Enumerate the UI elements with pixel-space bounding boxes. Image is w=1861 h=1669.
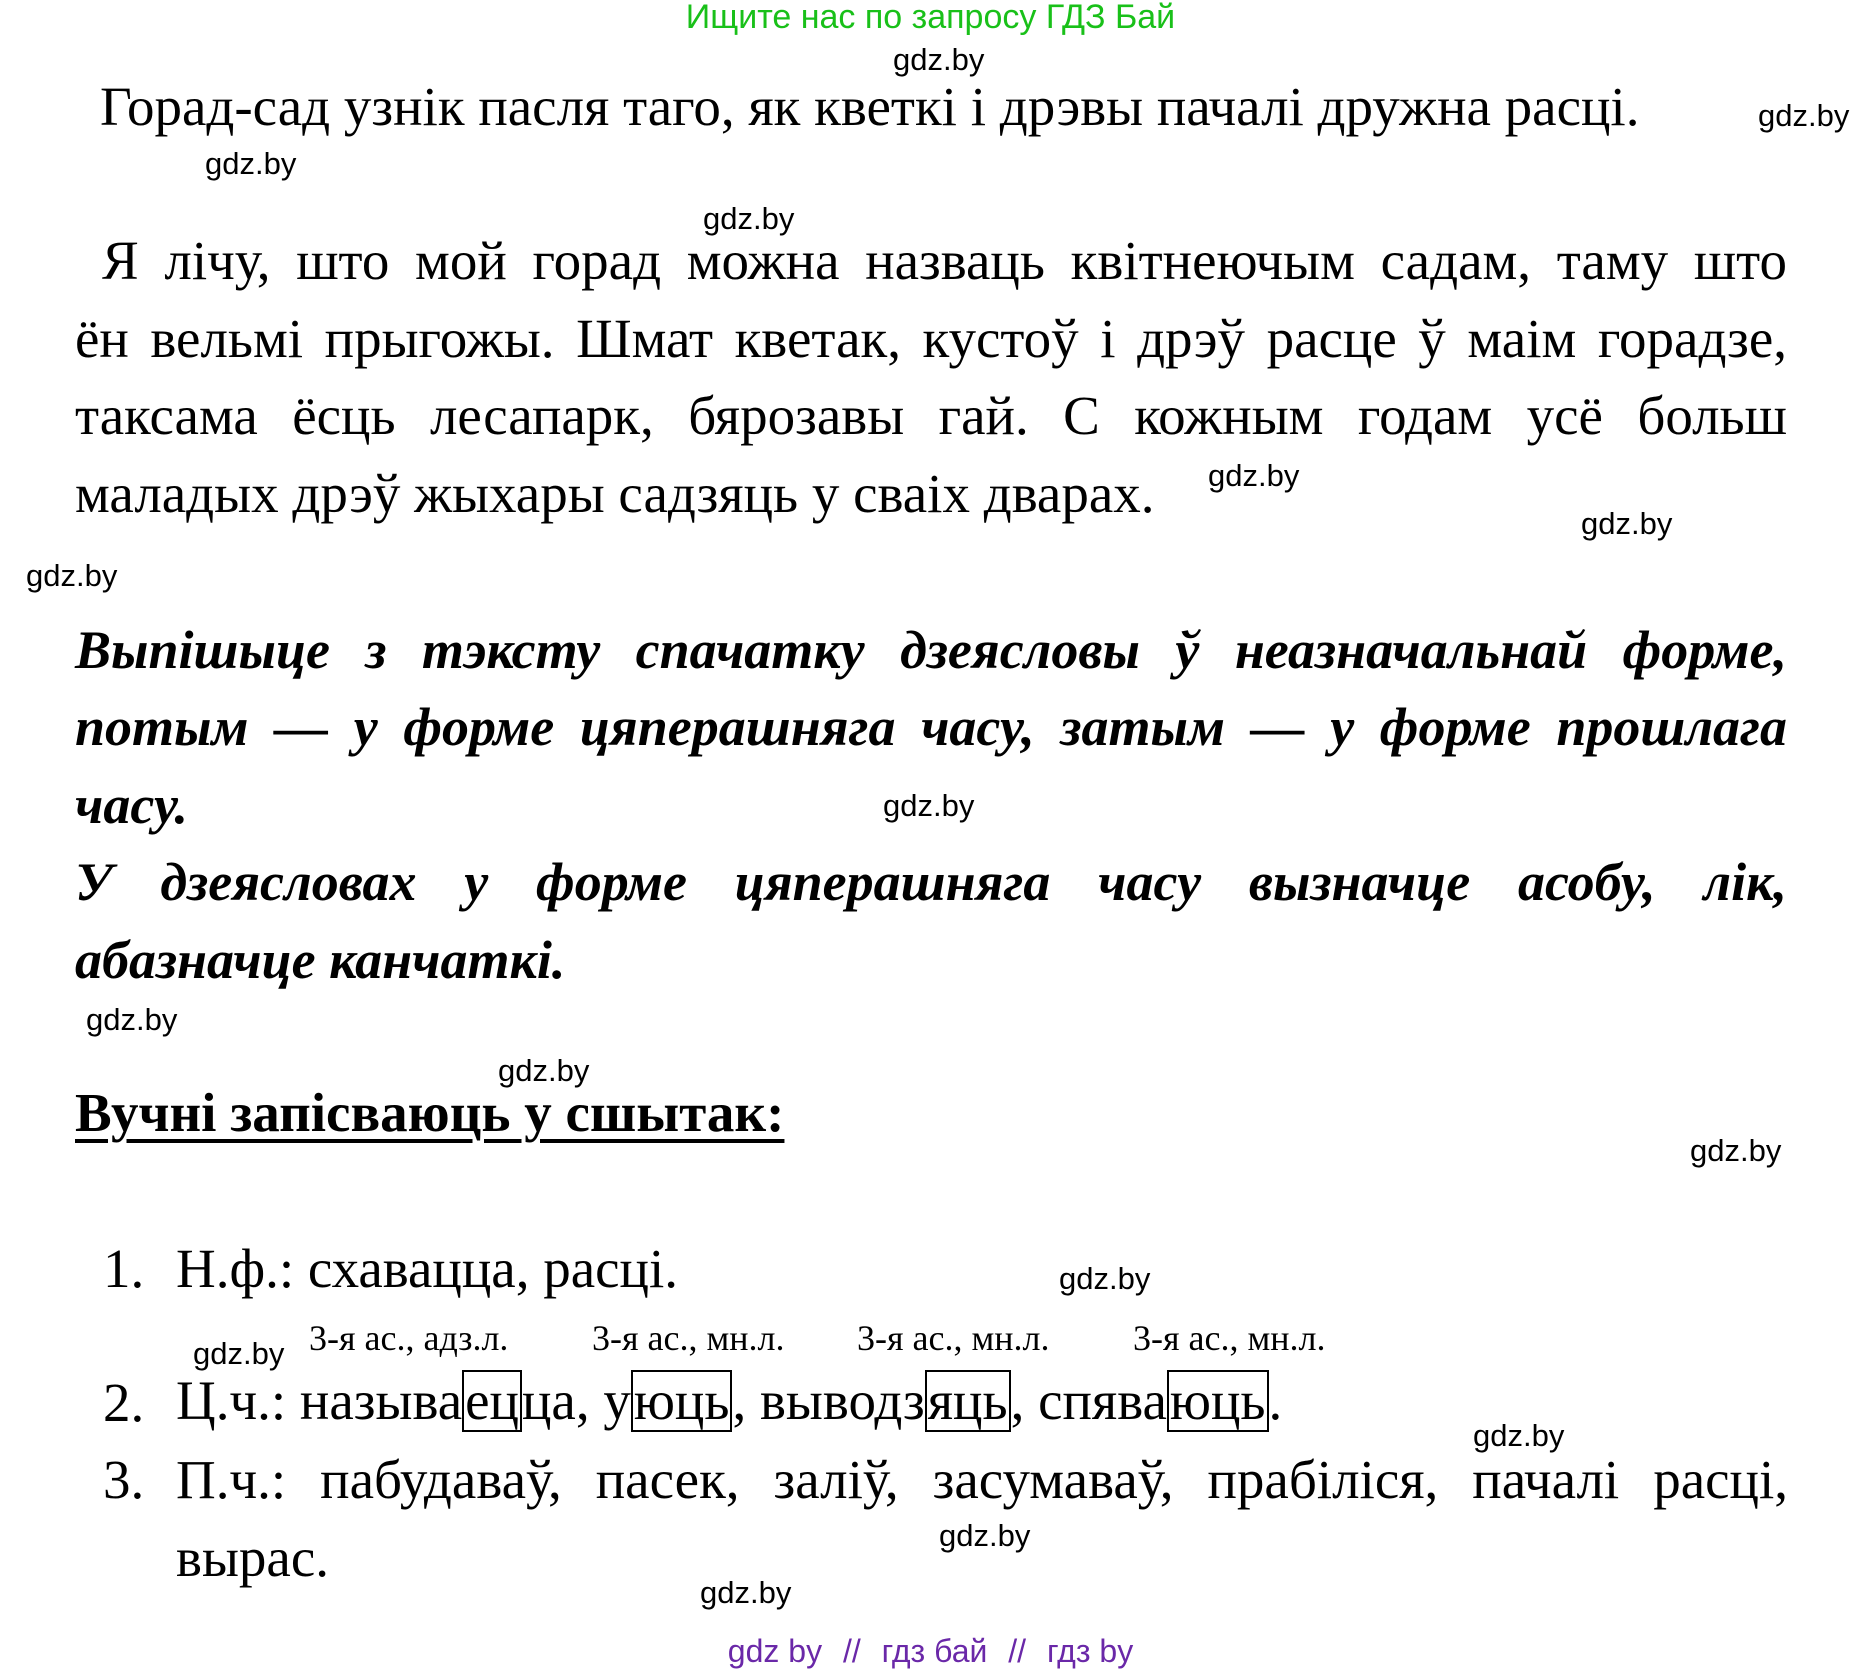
watermark: gdz.by <box>1758 98 1850 133</box>
footer-separator: // <box>1008 1633 1027 1669</box>
list-item-infinitive: Н.ф.: схавацца, расці. <box>176 1238 678 1299</box>
grammar-annotation: 3-я ас., адз.л. <box>309 1318 509 1358</box>
verb-stem: ца, <box>521 1370 590 1431</box>
task-line: Выпішыце з тэксту спачатку дзеясловы ў неазначальнай форме, <box>75 620 1787 680</box>
verb-ending: юць <box>631 1370 733 1432</box>
watermark: gdz.by <box>883 788 975 823</box>
watermark: gdz.by <box>1690 1133 1782 1168</box>
paragraph-2-line: таксама ёсць лесапарк, бярозавы гай. С кожным годам усё больш <box>75 385 1787 446</box>
watermark: gdz.by <box>1473 1418 1565 1453</box>
footer-separator: // <box>842 1633 861 1669</box>
task-line: абазначце канчаткі. <box>75 930 566 990</box>
footer-link[interactable]: gdz by <box>727 1633 823 1669</box>
verb <box>603 1370 746 1431</box>
watermark: gdz.by <box>205 146 297 181</box>
verb-ending: ец <box>462 1370 522 1432</box>
watermark: gdz.by <box>703 201 795 236</box>
watermark: gdz.by <box>1581 506 1673 541</box>
grammar-annotation: 3-я ас., мн.л. <box>592 1318 785 1358</box>
list-number: 3. <box>103 1449 145 1510</box>
task-line: часу. <box>75 775 189 835</box>
watermark: gdz.by <box>1059 1261 1151 1296</box>
list-item-past-tense: П.ч.: пабудаваў, пасек, заліў, засумаваў, прабіліся, пачалі расці, <box>176 1449 1788 1510</box>
task-line: У дзеясловах у форме цяперашняга часу вызначце асобу, лік, <box>75 852 1787 912</box>
watermark: gdz.by <box>893 42 985 77</box>
list-number: 1. <box>103 1238 145 1299</box>
watermark: gdz.by <box>86 1002 178 1037</box>
verb-ending: юць <box>1167 1370 1269 1432</box>
verb-stem: у <box>603 1370 631 1431</box>
verb-stem: , <box>1010 1370 1025 1431</box>
paragraph-2-line: ён вельмі прыгожы. Шмат кветак, кустоў і дрэў расце ў маім горадзе, <box>75 308 1787 369</box>
verb-stem: . <box>1268 1370 1283 1431</box>
watermark: gdz.by <box>26 558 118 593</box>
watermark: gdz.by <box>193 1336 285 1371</box>
grammar-annotation: 3-я ас., мн.л. <box>1133 1318 1326 1358</box>
footer-link[interactable]: гдз бай <box>881 1633 988 1669</box>
verb <box>760 1370 1024 1431</box>
verb <box>1038 1370 1282 1431</box>
paragraph-2-line: маладых дрэў жыхары садзяць у сваіх дварах. <box>75 463 1155 524</box>
paragraph-1: Горад-сад узнік пасля таго, як кветкі і дрэвы пачалі дружна расці. <box>100 76 1640 137</box>
footer-link[interactable]: гдз by <box>1046 1633 1134 1669</box>
watermark: gdz.by <box>1208 458 1300 493</box>
verb-stem: , <box>732 1370 747 1431</box>
answer-heading: Вучні запісваюць у сшытак: <box>75 1082 785 1143</box>
task-line: потым — у форме цяперашняга часу, затым — у форме прошлага <box>75 697 1787 757</box>
list-number: 2. <box>103 1372 145 1433</box>
list-item-present-tense <box>176 1370 1282 1432</box>
watermark: gdz.by <box>700 1575 792 1610</box>
footer-links <box>0 1635 1861 1667</box>
watermark: gdz.by <box>498 1053 590 1088</box>
list-item-past-tense-cont: вырас. <box>176 1527 329 1588</box>
verb-stem: называ <box>299 1370 463 1431</box>
watermark: gdz.by <box>939 1518 1031 1553</box>
grammar-annotation: 3-я ас., мн.л. <box>857 1318 1050 1358</box>
paragraph-2-line: Я лічу, што мой горад можна назваць квітнеючым садам, таму што <box>102 230 1787 291</box>
verb-stem: выводз <box>759 1370 925 1431</box>
item-label: Ц.ч.: <box>176 1370 287 1431</box>
top-banner[interactable]: Ищите нас по запросу ГДЗ Бай <box>685 0 1176 36</box>
verb-ending: яць <box>925 1370 1011 1432</box>
verb <box>300 1370 590 1431</box>
verb-stem: спява <box>1038 1370 1167 1431</box>
